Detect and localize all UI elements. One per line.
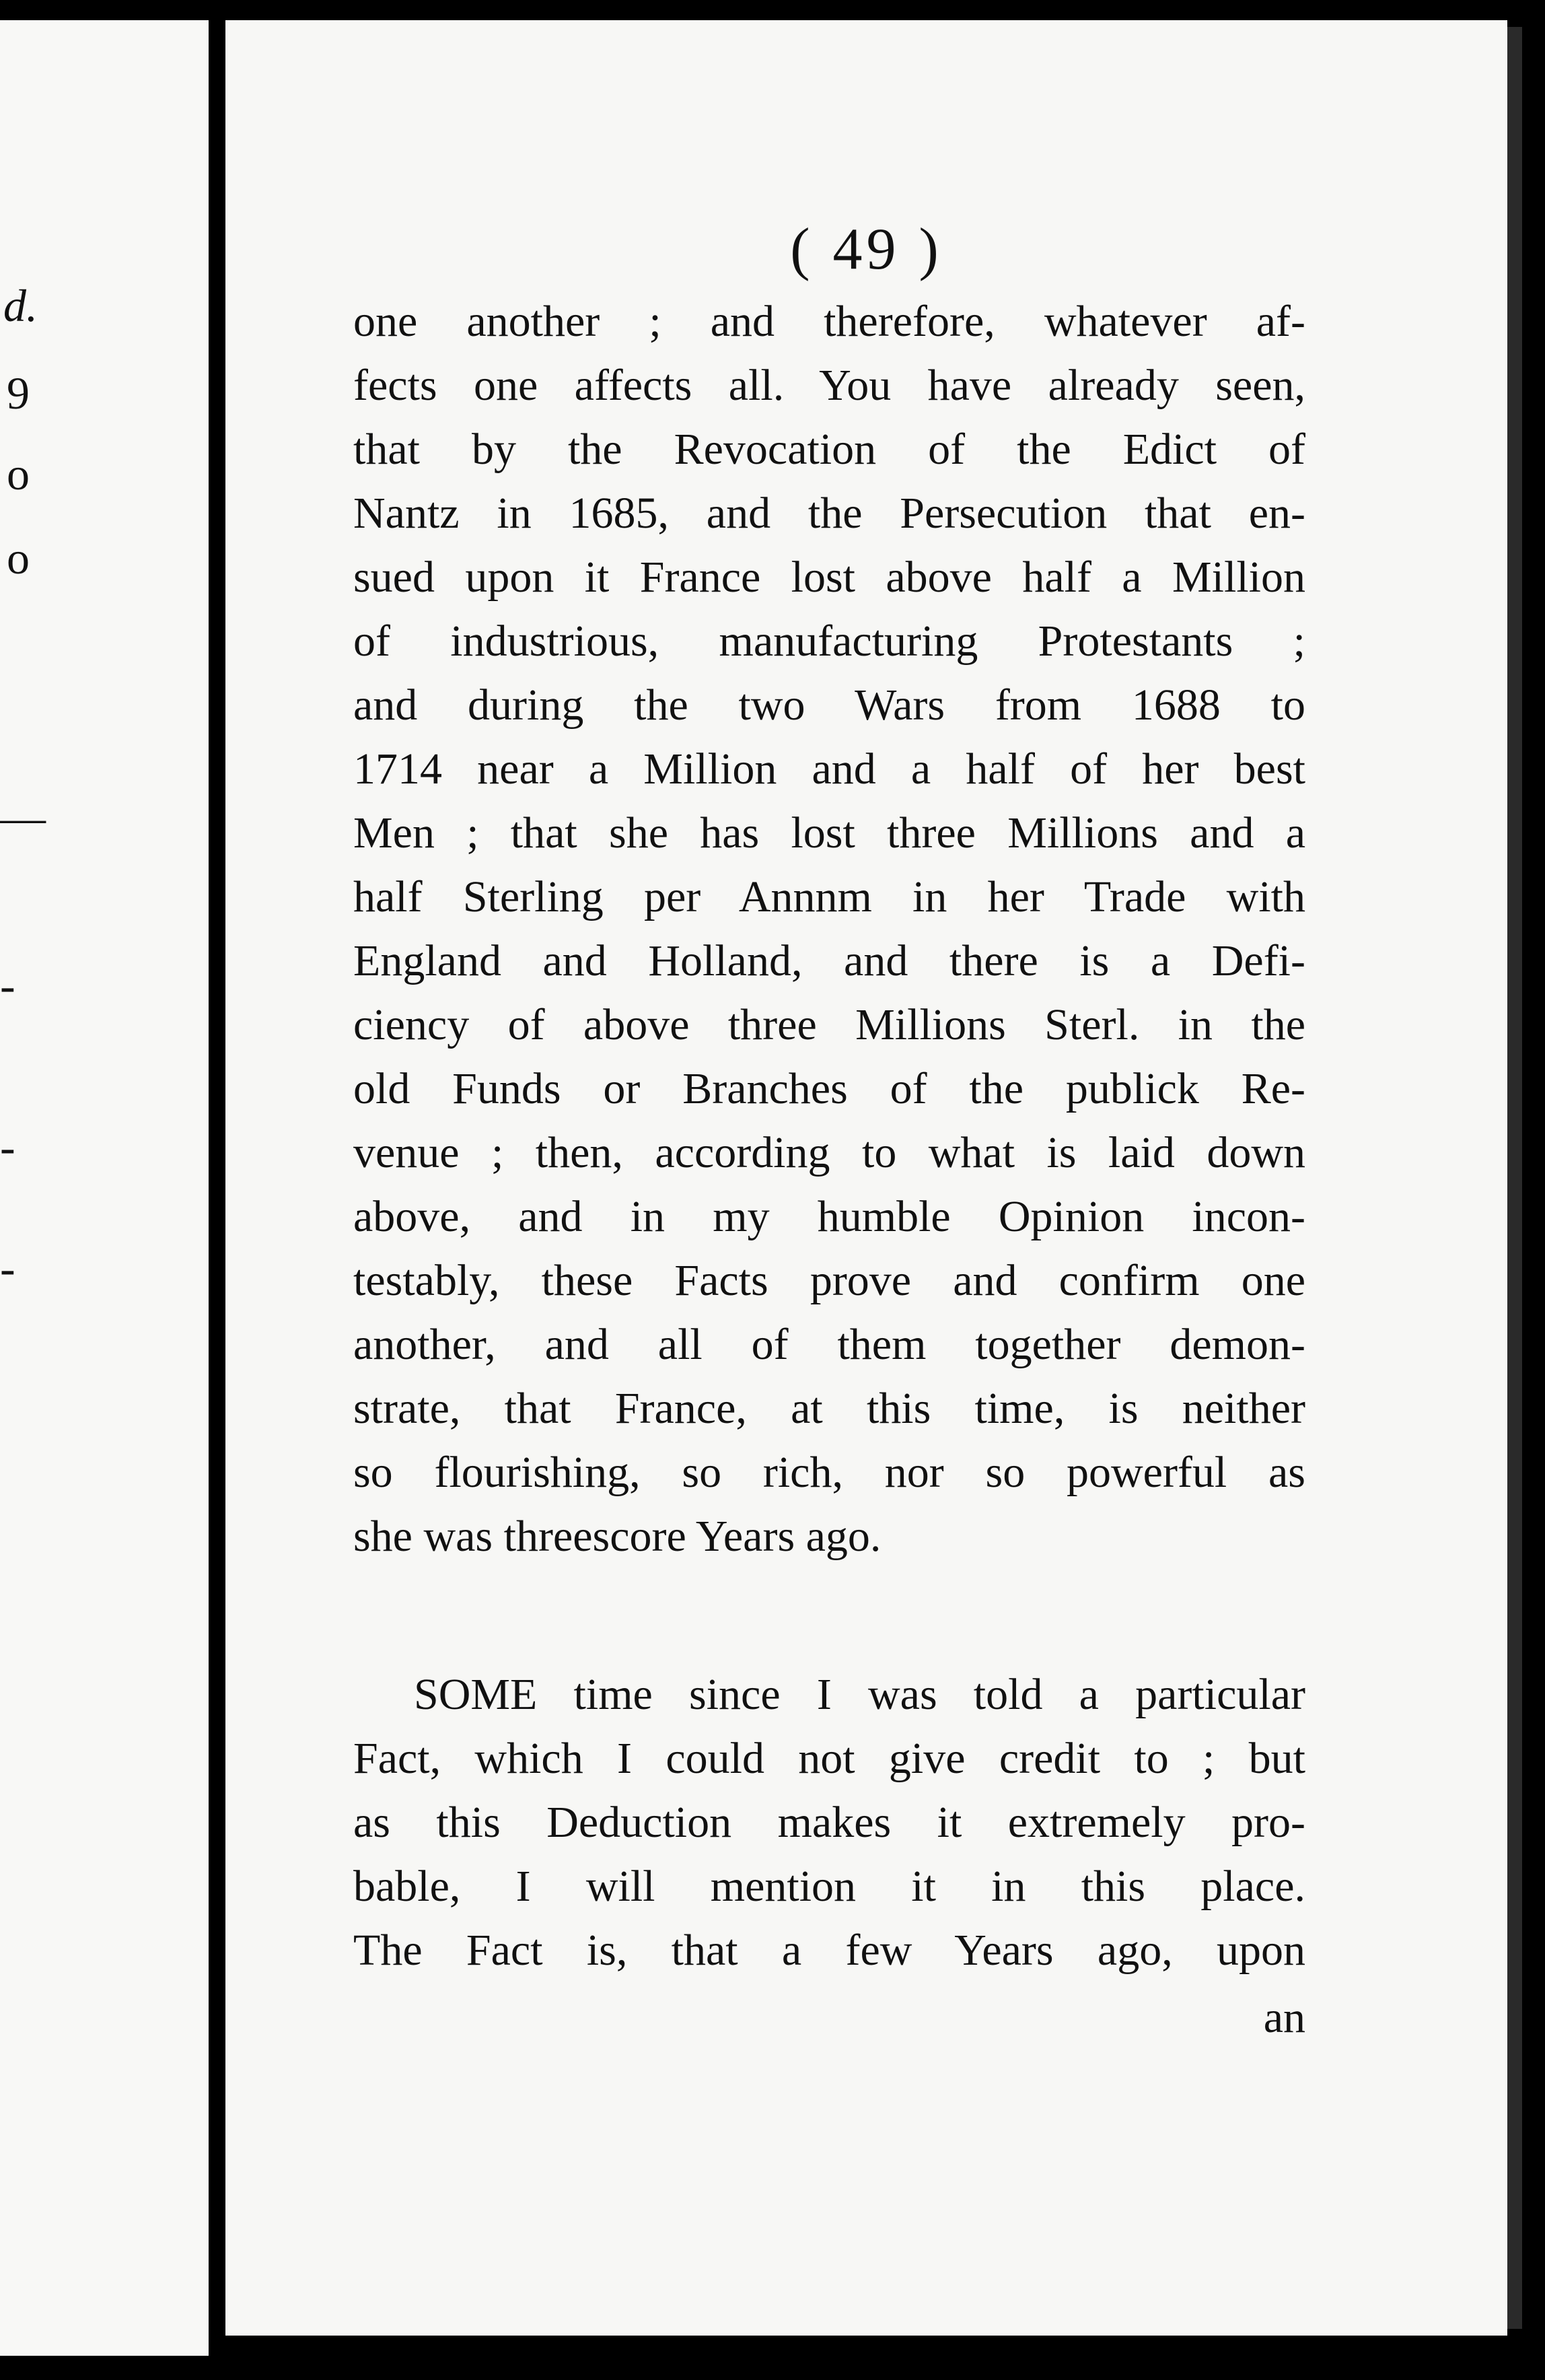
text-line: that by the Revocation of the Edict of [353,425,1305,474]
text-line: above, and in my humble Opinion incon- [353,1192,1305,1241]
text-line: strate, that France, at this time, is neither [353,1384,1305,1433]
text-line: another, and all of them together demon- [353,1320,1305,1369]
left-margin-mark: o [7,448,30,499]
paragraph-one [353,289,1305,1568]
text-line: fects one affects all. You have already seen, [353,361,1305,410]
text-line: sued upon it France lost above half a Million [353,553,1305,602]
left-margin-mark: o [7,532,30,584]
text-line: one another ; and therefore, whatever af- [353,297,1305,346]
left-margin-mark: 9 [7,368,30,419]
text-line: of industrious, manufacturing Protestants ; [353,617,1305,666]
text-line: old Funds or Branches of the publick Re- [353,1064,1305,1113]
text-line: half Sterling per Annnm in her Trade with [353,872,1305,921]
left-margin-mark: — [0,792,46,843]
text-line: Men ; that she has lost three Millions and a [353,808,1305,858]
text-line: Fact, which I could not give credit to ; but [353,1734,1305,1783]
text-line: she was threescore Years ago. [353,1512,882,1561]
text-line: 1714 near a Million and a half of her best [353,744,1305,794]
page-number: ( 49 ) [790,217,943,282]
text-line: so flourishing, so rich, nor so powerful as [353,1448,1305,1497]
page-edge [1507,27,1522,2329]
left-margin-mark: - [0,1121,15,1172]
text-line: venue ; then, according to what is laid down [353,1128,1305,1177]
text-line: ciency of above three Millions Sterl. in the [353,1000,1305,1049]
text-line: SOME time since I was told a particular [414,1670,1305,1719]
text-line: England and Holland, and there is a Defi- [353,936,1305,985]
text-line: The Fact is, that a few Years ago, upon [353,1926,1305,1975]
catchword: an [1263,1993,1305,2042]
text-line: and during the two Wars from 1688 to [353,680,1305,730]
left-page-fragment [0,20,209,2356]
book-page [225,20,1507,2336]
text-line: testably, these Facts prove and confirm one [353,1256,1305,1305]
left-margin-mark: d. [3,280,38,331]
text-line: as this Deduction makes it extremely pro- [353,1798,1305,1847]
left-margin-mark: - [0,1242,15,1294]
text-line: Nantz in 1685, and the Persecution that en- [353,489,1305,538]
left-margin-mark: - [0,960,15,1011]
paragraph-two [353,1663,1305,1982]
text-line: bable, I will mention it in this place. [353,1862,1305,1911]
